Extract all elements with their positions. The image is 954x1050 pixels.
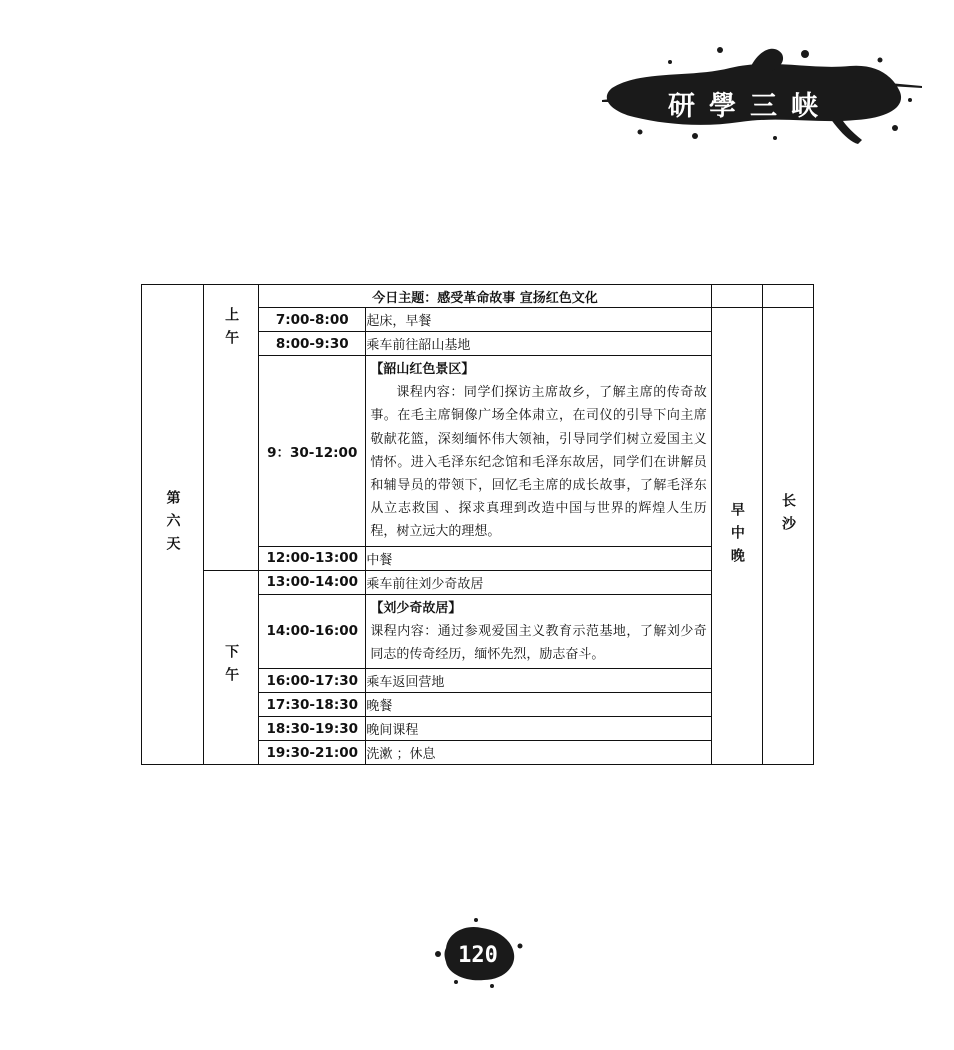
content-cell: 洗漱 ；休息 [366, 741, 712, 765]
content-cell: 中餐 [366, 546, 712, 570]
time-cell: 17:30-18:30 [259, 693, 366, 717]
afternoon-cell [204, 570, 259, 765]
content-cell: 乘车前往刘少奇故居 [366, 570, 712, 594]
location-cell [762, 308, 813, 765]
content-cell: 乘车前往韶山基地 [366, 332, 712, 356]
theme-cell: 今日主题：感受革命故事 宣扬红色文化 [259, 285, 712, 308]
afternoon-label: 下午 [223, 644, 240, 691]
day-cell [142, 285, 204, 765]
time-cell: 8:00-9:30 [259, 332, 366, 356]
content-cell [366, 594, 712, 669]
block-title: 【刘少奇故居】 [370, 600, 462, 616]
morning-label: 上午 [223, 307, 240, 354]
content-cell: 起床，早餐 [366, 308, 712, 332]
location-label: 长沙 [779, 493, 796, 540]
header-logo-text: 研學三峡 [668, 91, 832, 122]
content-cell: 晚餐 [366, 693, 712, 717]
schedule-table [141, 284, 814, 765]
time-cell: 13:00-14:00 [259, 570, 366, 594]
content-cell: 乘车返回营地 [366, 669, 712, 693]
time-cell: 14:00-16:00 [259, 594, 366, 669]
morning-cell [204, 285, 259, 571]
theme-row [142, 285, 814, 308]
time-cell: 12:00-13:00 [259, 546, 366, 570]
meals-cell [711, 308, 762, 765]
page-number: 120 [458, 943, 498, 968]
block-text: 课程内容：同学们探访主席故乡，了解主席的传奇故事。在毛主席铜像广场全体肃立，在司仪的引导下向主席敬献花篮，深刻缅怀伟大领袖，引导同学们树立爱国主义情怀。进入毛泽东纪念馆和毛泽东故居，同学们在讲解员和辅导员的带领下，回忆毛主席的成长故事，了解毛泽东从立志救国 、探求真理到改造中国与世界的辉煌人生历程，树立远大的理想。 [370, 385, 707, 540]
time-cell: 7:00-8:00 [259, 308, 366, 332]
time-cell: 19:30-21:00 [259, 741, 366, 765]
time-cell: 9：30-12:00 [259, 356, 366, 547]
content-cell: 晚间课程 [366, 717, 712, 741]
day-label: 第六天 [164, 490, 181, 560]
block-title: 【韶山红色景区】 [370, 362, 475, 377]
meal-header-cell [711, 285, 762, 308]
time-cell: 18:30-19:30 [259, 717, 366, 741]
time-cell: 16:00-17:30 [259, 669, 366, 693]
block-text: 课程内容：通过参观爱国主义教育示范基地，了解刘少奇同志的传奇经历，缅怀先烈，励志奋斗。 [370, 623, 707, 663]
meals-label: 早中晚 [728, 501, 745, 571]
content-cell [366, 356, 712, 547]
place-header-cell [762, 285, 813, 308]
